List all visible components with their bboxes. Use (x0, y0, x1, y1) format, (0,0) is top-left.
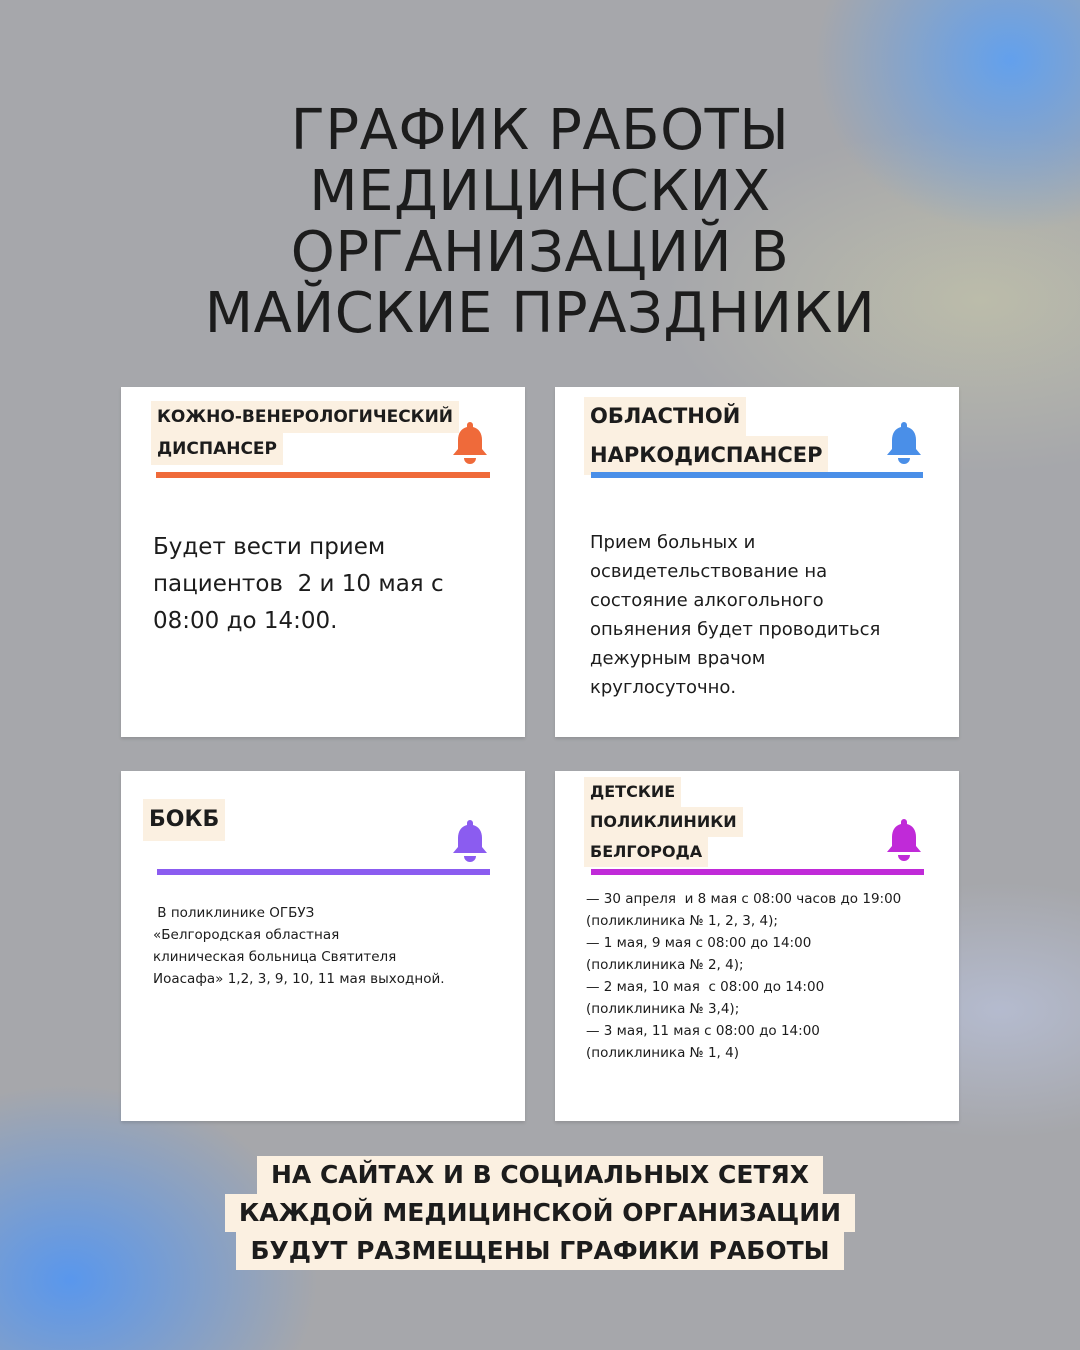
card-body-line: Прием больных и (590, 532, 756, 553)
card-body (590, 528, 880, 702)
card-heading (151, 401, 459, 465)
card-body-line: — 30 апреля и 8 мая с 08:00 часов до 19:00 (586, 891, 902, 907)
card-body-line: состояние алкогольного (590, 590, 824, 611)
card-body-line: Будет вести прием (153, 534, 386, 560)
footer-line: НА САЙТАХ И В СОЦИАЛЬНЫХ СЕТЯХ (257, 1156, 823, 1194)
card-heading (584, 777, 743, 867)
card-children-polyclinics (555, 771, 959, 1121)
card-body-line: — 2 мая, 10 мая с 08:00 до 14:00 (586, 979, 825, 995)
footer-line: БУДУТ РАЗМЕЩЕНЫ ГРАФИКИ РАБОТЫ (236, 1232, 843, 1270)
card-body-line: 08:00 до 14:00. (153, 608, 338, 634)
footer-line: КАЖДОЙ МЕДИЦИНСКОЙ ОРГАНИЗАЦИИ (225, 1194, 855, 1232)
card-regional-narcology-dispensary (555, 387, 959, 737)
card-heading (143, 799, 225, 841)
card-heading-line: КОЖНО-ВЕНЕРОЛОГИЧЕСКИЙ (151, 401, 459, 433)
card-heading-line: ПОЛИКЛИНИКИ (584, 807, 743, 837)
card-body-line: дежурным врачом (590, 648, 766, 669)
bell-icon (450, 818, 490, 862)
card-body-line: В поликлинике ОГБУЗ (153, 905, 315, 921)
bell-icon (884, 817, 924, 861)
card-body-line: (поликлиника № 2, 4); (586, 957, 744, 973)
card-body-line: (поликлиника № 3,4); (586, 1001, 740, 1017)
card-heading-line: БОКБ (143, 799, 225, 841)
title-line: ГРАФИК РАБОТЫ (290, 98, 790, 163)
card-body-line: Иоасафа» 1,2, 3, 9, 10, 11 мая выходной. (153, 971, 445, 987)
footer-notice (0, 1156, 1080, 1270)
card-skin-venereal-dispensary (121, 387, 525, 737)
card-heading-line: НАРКОДИСПАНСЕР (584, 436, 828, 475)
card-bokb (121, 771, 525, 1121)
accent-divider (591, 472, 923, 478)
card-body-line: круглосуточно. (590, 677, 737, 698)
card-heading-line: БЕЛГОРОДА (584, 837, 708, 867)
bell-icon (450, 420, 490, 464)
card-body (153, 529, 444, 640)
page-title (0, 100, 1080, 344)
card-body-line: опьянения будет проводиться (590, 619, 881, 640)
card-body (586, 888, 901, 1064)
card-body-line: (поликлиника № 1, 4) (586, 1045, 739, 1061)
card-body-line: освидетельствование на (590, 561, 828, 582)
card-body-line: клиническая больница Святителя (153, 949, 397, 965)
bell-icon (884, 420, 924, 464)
card-heading-line: ДИСПАНСЕР (151, 433, 283, 465)
card-body-line: — 3 мая, 11 мая с 08:00 до 14:00 (586, 1023, 820, 1039)
accent-divider (156, 472, 490, 478)
card-heading-line: ДЕТСКИЕ (584, 777, 681, 807)
accent-divider (157, 869, 490, 875)
card-body-line: — 1 мая, 9 мая с 08:00 до 14:00 (586, 935, 812, 951)
title-line: МАЙСКИЕ ПРАЗДНИКИ (204, 281, 876, 346)
card-body-line: «Белгородская областная (153, 927, 340, 943)
accent-divider (591, 869, 924, 875)
card-body (153, 902, 445, 990)
card-heading (584, 397, 828, 475)
title-line: ОРГАНИЗАЦИЙ В (290, 220, 790, 285)
card-heading-line: ОБЛАСТНОЙ (584, 397, 746, 436)
card-body-line: (поликлиника № 1, 2, 3, 4); (586, 913, 778, 929)
card-body-line: пациентов 2 и 10 мая с (153, 571, 444, 597)
title-line: МЕДИЦИНСКИХ (309, 159, 771, 224)
